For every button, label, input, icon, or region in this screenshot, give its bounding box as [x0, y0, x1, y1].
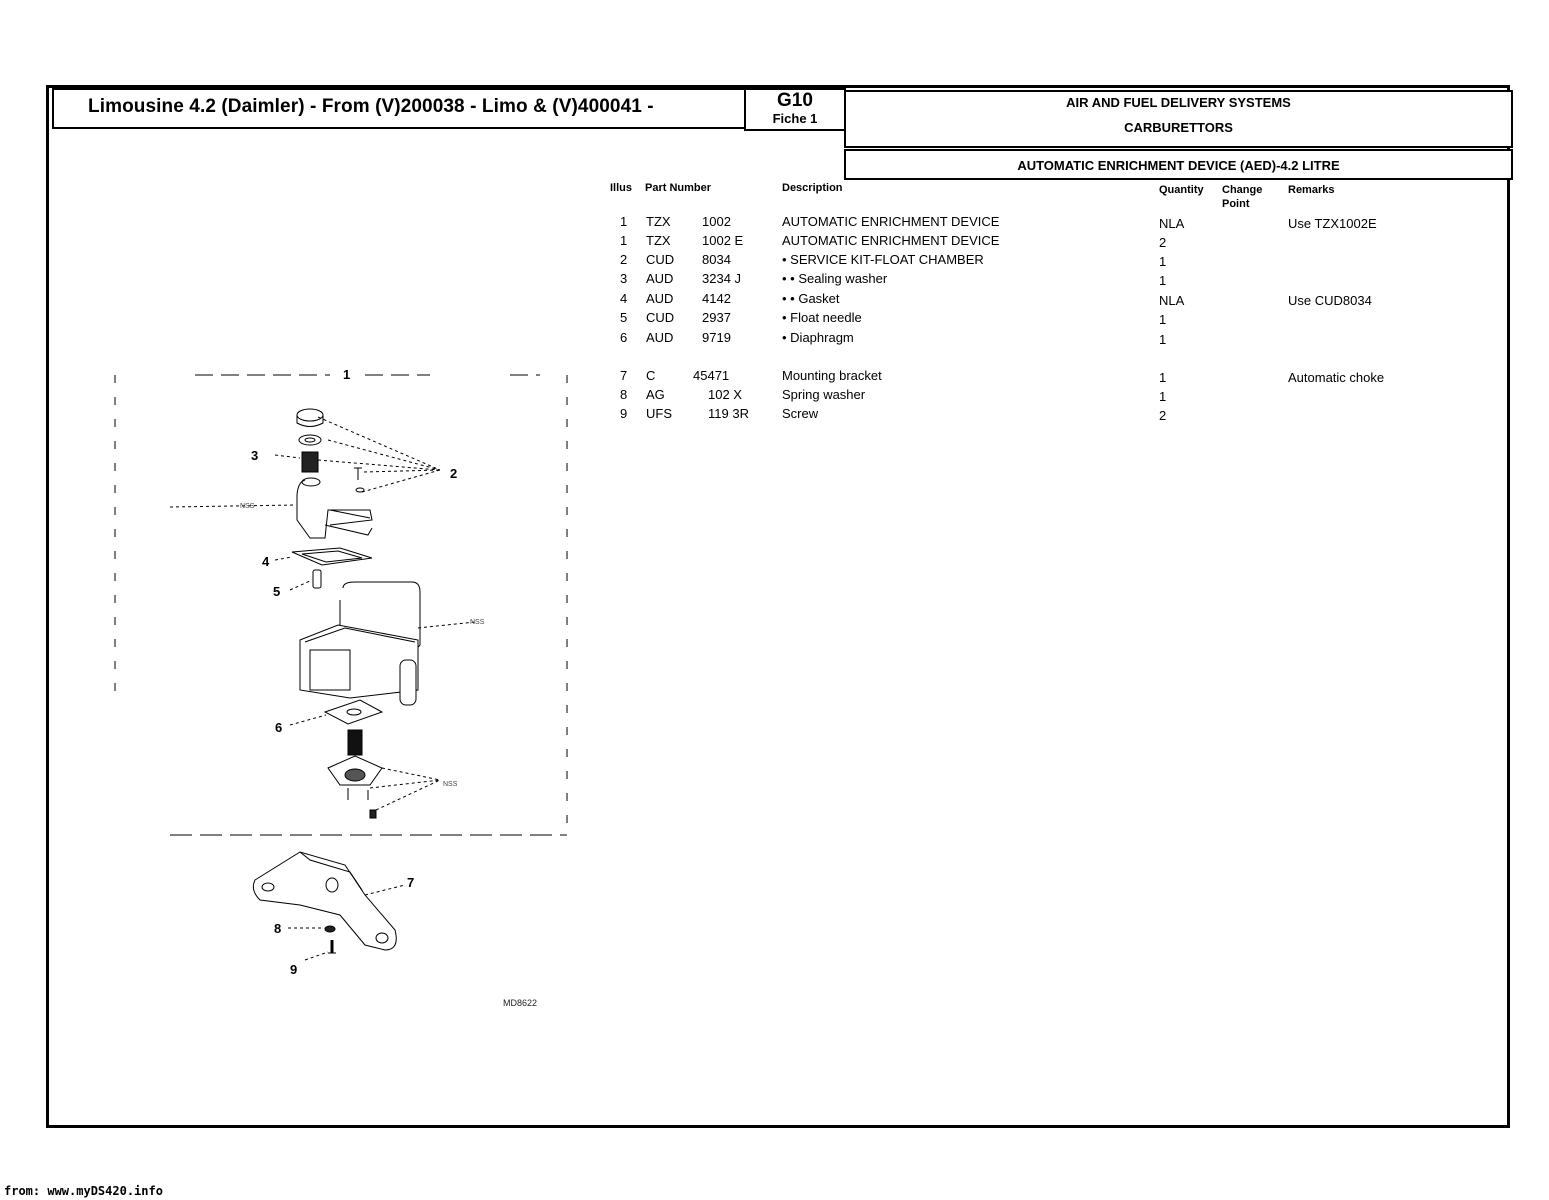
col-part-number: Part Number [645, 182, 712, 194]
col-remarks: Remarks [1288, 184, 1335, 196]
row-qty: 1 [1159, 389, 1167, 404]
row-remarks: Automatic choke [1288, 370, 1385, 385]
row-illus: 2 [620, 252, 628, 267]
source-footer: from: www.myDS420.info [4, 1184, 163, 1198]
callout-4: 4 [262, 554, 270, 569]
row-prefix: TZX [646, 214, 671, 229]
row-number: 45471 [693, 368, 730, 383]
row-illus: 6 [620, 330, 628, 345]
col-change: Change [1222, 184, 1263, 196]
row-desc: Spring washer [782, 387, 866, 402]
row-illus: 4 [620, 291, 628, 306]
callout-1: 1 [343, 367, 351, 382]
row-prefix: UFS [646, 406, 672, 421]
callout-7: 7 [407, 875, 415, 890]
row-prefix: CUD [646, 252, 675, 267]
nss-label-3: NSS [443, 781, 458, 788]
system-box [844, 90, 1513, 148]
row-remarks: Use CUD8034 [1288, 293, 1372, 308]
row-desc: • • Sealing washer [782, 271, 888, 286]
row-desc: • Float needle [782, 310, 862, 325]
row-qty: 1 [1159, 273, 1167, 288]
row-number: 4142 [702, 291, 731, 306]
col-illus: Illus [610, 182, 633, 194]
row-illus: 1 [620, 233, 628, 248]
row-desc: • • Gasket [782, 291, 840, 306]
page-title: Limousine 4.2 (Daimler) - From (V)200038 - Limo & (V)400041 - [88, 96, 654, 117]
system-title: AIR AND FUEL DELIVERY SYSTEMS [1066, 95, 1291, 110]
row-qty: 1 [1159, 312, 1167, 327]
title-box [52, 88, 746, 129]
row-illus: 5 [620, 310, 628, 325]
callout-9: 9 [290, 962, 298, 977]
callout-6: 6 [275, 720, 283, 735]
row-desc: • SERVICE KIT-FLOAT CHAMBER [782, 252, 984, 267]
row-illus: 8 [620, 387, 628, 402]
row-number: 119 3R [708, 406, 749, 421]
code-box [744, 88, 846, 131]
row-prefix: AG [646, 387, 665, 402]
row-qty: NLA [1159, 216, 1185, 231]
group-title: CARBURETTORS [1124, 120, 1233, 135]
fiche-label: Fiche 1 [772, 111, 818, 126]
row-prefix: AUD [646, 330, 674, 345]
row-prefix: C [646, 368, 656, 383]
row-prefix: AUD [646, 271, 674, 286]
row-number: 9719 [702, 330, 731, 345]
row-qty: 1 [1159, 370, 1167, 385]
row-number: 102 X [708, 387, 742, 402]
row-qty: 2 [1159, 235, 1167, 250]
row-number: 1002 [702, 214, 731, 229]
row-illus: 9 [620, 406, 628, 421]
subgroup-box [844, 149, 1513, 180]
row-qty: 2 [1159, 408, 1167, 423]
nss-label-1: NSS [240, 503, 255, 510]
row-number: 1002 E [702, 233, 744, 248]
row-prefix: TZX [646, 233, 671, 248]
callout-5: 5 [273, 584, 281, 599]
row-desc: Screw [782, 406, 819, 421]
row-illus: 3 [620, 271, 628, 286]
callout-2: 2 [450, 466, 458, 481]
callout-3: 3 [251, 448, 259, 463]
parts-diagram [100, 360, 590, 1020]
col-quantity: Quantity [1159, 184, 1204, 196]
row-desc: • Diaphragm [782, 330, 854, 345]
diagram-ref: MD8622 [503, 998, 538, 1008]
row-qty: NLA [1159, 293, 1185, 308]
col-point: Point [1222, 198, 1250, 210]
subgroup-title: AUTOMATIC ENRICHMENT DEVICE (AED)-4.2 LITRE [1017, 158, 1340, 173]
row-prefix: CUD [646, 310, 675, 325]
row-illus: 1 [620, 214, 628, 229]
row-qty: 1 [1159, 332, 1167, 347]
row-number: 8034 [702, 252, 731, 267]
col-description: Description [782, 182, 843, 194]
section-code: G10 [777, 90, 813, 111]
row-desc: AUTOMATIC ENRICHMENT DEVICE [782, 233, 1000, 248]
row-prefix: AUD [646, 291, 674, 306]
row-desc: Mounting bracket [782, 368, 882, 383]
row-desc: AUTOMATIC ENRICHMENT DEVICE [782, 214, 1000, 229]
row-illus: 7 [620, 368, 628, 383]
row-number: 2937 [702, 310, 731, 325]
callout-8: 8 [274, 921, 282, 936]
row-remarks: Use TZX1002E [1288, 216, 1377, 231]
row-number: 3234 J [702, 271, 742, 286]
nss-label-2: NSS [470, 619, 485, 626]
row-qty: 1 [1159, 254, 1167, 269]
